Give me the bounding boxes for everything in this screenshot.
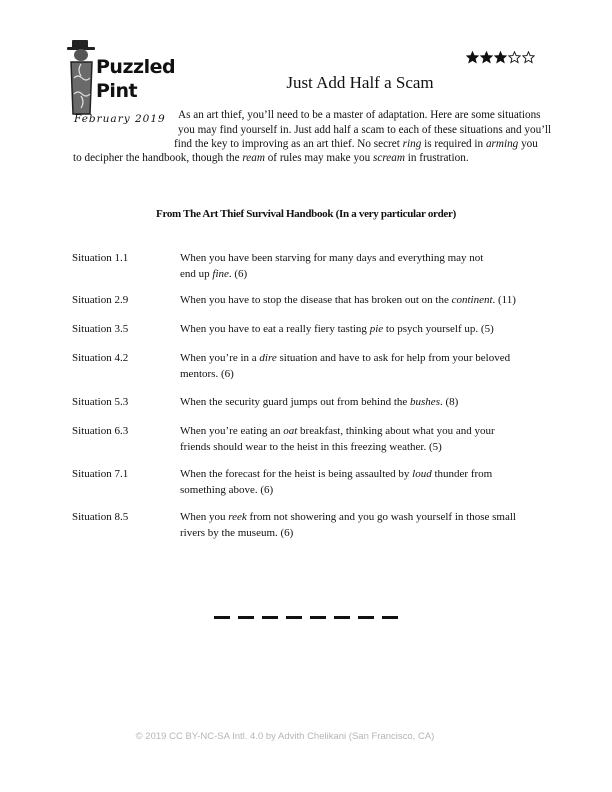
clue-word-arming: arming bbox=[485, 138, 519, 150]
answer-blank bbox=[382, 616, 398, 619]
logo-title-line1: Puzzled bbox=[96, 56, 176, 78]
situation-text: When you have to stop the disease that has broken out on the continent. (11) bbox=[180, 294, 516, 306]
logo-date: February 2019 bbox=[74, 113, 166, 125]
star-filled-icon bbox=[466, 51, 479, 64]
answer-blank bbox=[358, 616, 374, 619]
situation-text: When you’re eating an oat breakfast, thinking about what you and your friends should wear to the heist in this freezing weather. (5) bbox=[180, 425, 495, 453]
answer-blank bbox=[214, 616, 230, 619]
clue-word: pie bbox=[369, 323, 384, 335]
situation-text: When you reek from not showering and you go wash yourself in those small rivers by the museum. (6) bbox=[180, 511, 516, 539]
detective-figure-icon bbox=[66, 38, 98, 116]
logo-title-line2: Pint bbox=[96, 80, 138, 102]
clue-word: loud bbox=[412, 468, 432, 480]
situation-label: Situation 3.5 bbox=[72, 323, 129, 335]
puzzle-title: Just Add Half a Scam bbox=[286, 73, 434, 92]
clue-word: continent bbox=[451, 294, 493, 306]
clue-word: fine bbox=[212, 267, 229, 280]
intro-line-1: As an art thief, you’ll need to be a master of adaptation. Here are some situations bbox=[178, 109, 541, 121]
clue-word-ring: ring bbox=[402, 138, 422, 150]
situation-label: Situation 5.3 bbox=[72, 396, 129, 408]
situation-text: When the security guard jumps out from behind the bushes. (8) bbox=[180, 396, 459, 408]
star-filled-icon bbox=[480, 51, 493, 64]
intro-line-2: you may find yourself in. Just add half a scam to each of these situations and you’ll bbox=[178, 124, 552, 136]
answer-blank bbox=[262, 616, 278, 619]
situation-text: When you have been starving for many days and everything may not end up fine. (6) bbox=[180, 252, 484, 280]
situation-label: Situation 4.2 bbox=[72, 352, 129, 364]
answer-blank bbox=[286, 616, 302, 619]
answer-blank bbox=[334, 616, 350, 619]
star-outline-icon bbox=[508, 51, 521, 64]
situation-label: Situation 7.1 bbox=[72, 468, 129, 480]
clue-word-ream: ream bbox=[242, 152, 265, 164]
clue-word: dire bbox=[259, 352, 277, 364]
situation-label: Situation 6.3 bbox=[72, 425, 129, 437]
answer-blank bbox=[310, 616, 326, 619]
star-filled-icon bbox=[494, 51, 507, 64]
clue-word: reek bbox=[228, 511, 247, 523]
difficulty-rating bbox=[466, 51, 536, 65]
intro-line-4: to decipher the handbook, though the ream of rules may make you scream in frustration. bbox=[73, 152, 469, 164]
clue-word: bushes bbox=[410, 396, 440, 408]
situation-label: Situation 8.5 bbox=[72, 511, 129, 523]
clue-word: oat bbox=[283, 425, 298, 437]
situation-text: When the forecast for the heist is being assaulted by loud thunder from something above. (6) bbox=[180, 468, 493, 496]
answer-blank bbox=[238, 616, 254, 619]
puzzled-pint-logo bbox=[66, 38, 176, 130]
star-outline-icon bbox=[522, 51, 535, 64]
situation-text: When you’re in a dire situation and have to ask for help from your beloved mentors. (6) bbox=[180, 352, 511, 380]
intro-line-3: find the key to improving as an art thief. No secret ring is required in arming you bbox=[174, 138, 538, 150]
situation-text: When you have to eat a really fiery tasting pie to psych yourself up. (5) bbox=[180, 323, 494, 335]
situation-label: Situation 1.1 bbox=[72, 252, 129, 264]
answer-blanks bbox=[214, 616, 398, 620]
copyright-footer: © 2019 CC BY-NC-SA Intl. 4.0 by Advith Chelikani (San Francisco, CA) bbox=[135, 731, 435, 742]
clue-word-scream: scream bbox=[373, 152, 405, 164]
handbook-heading: From The Art Thief Survival Handbook (In a very particular order) bbox=[156, 208, 456, 220]
situation-label: Situation 2.9 bbox=[72, 294, 129, 306]
